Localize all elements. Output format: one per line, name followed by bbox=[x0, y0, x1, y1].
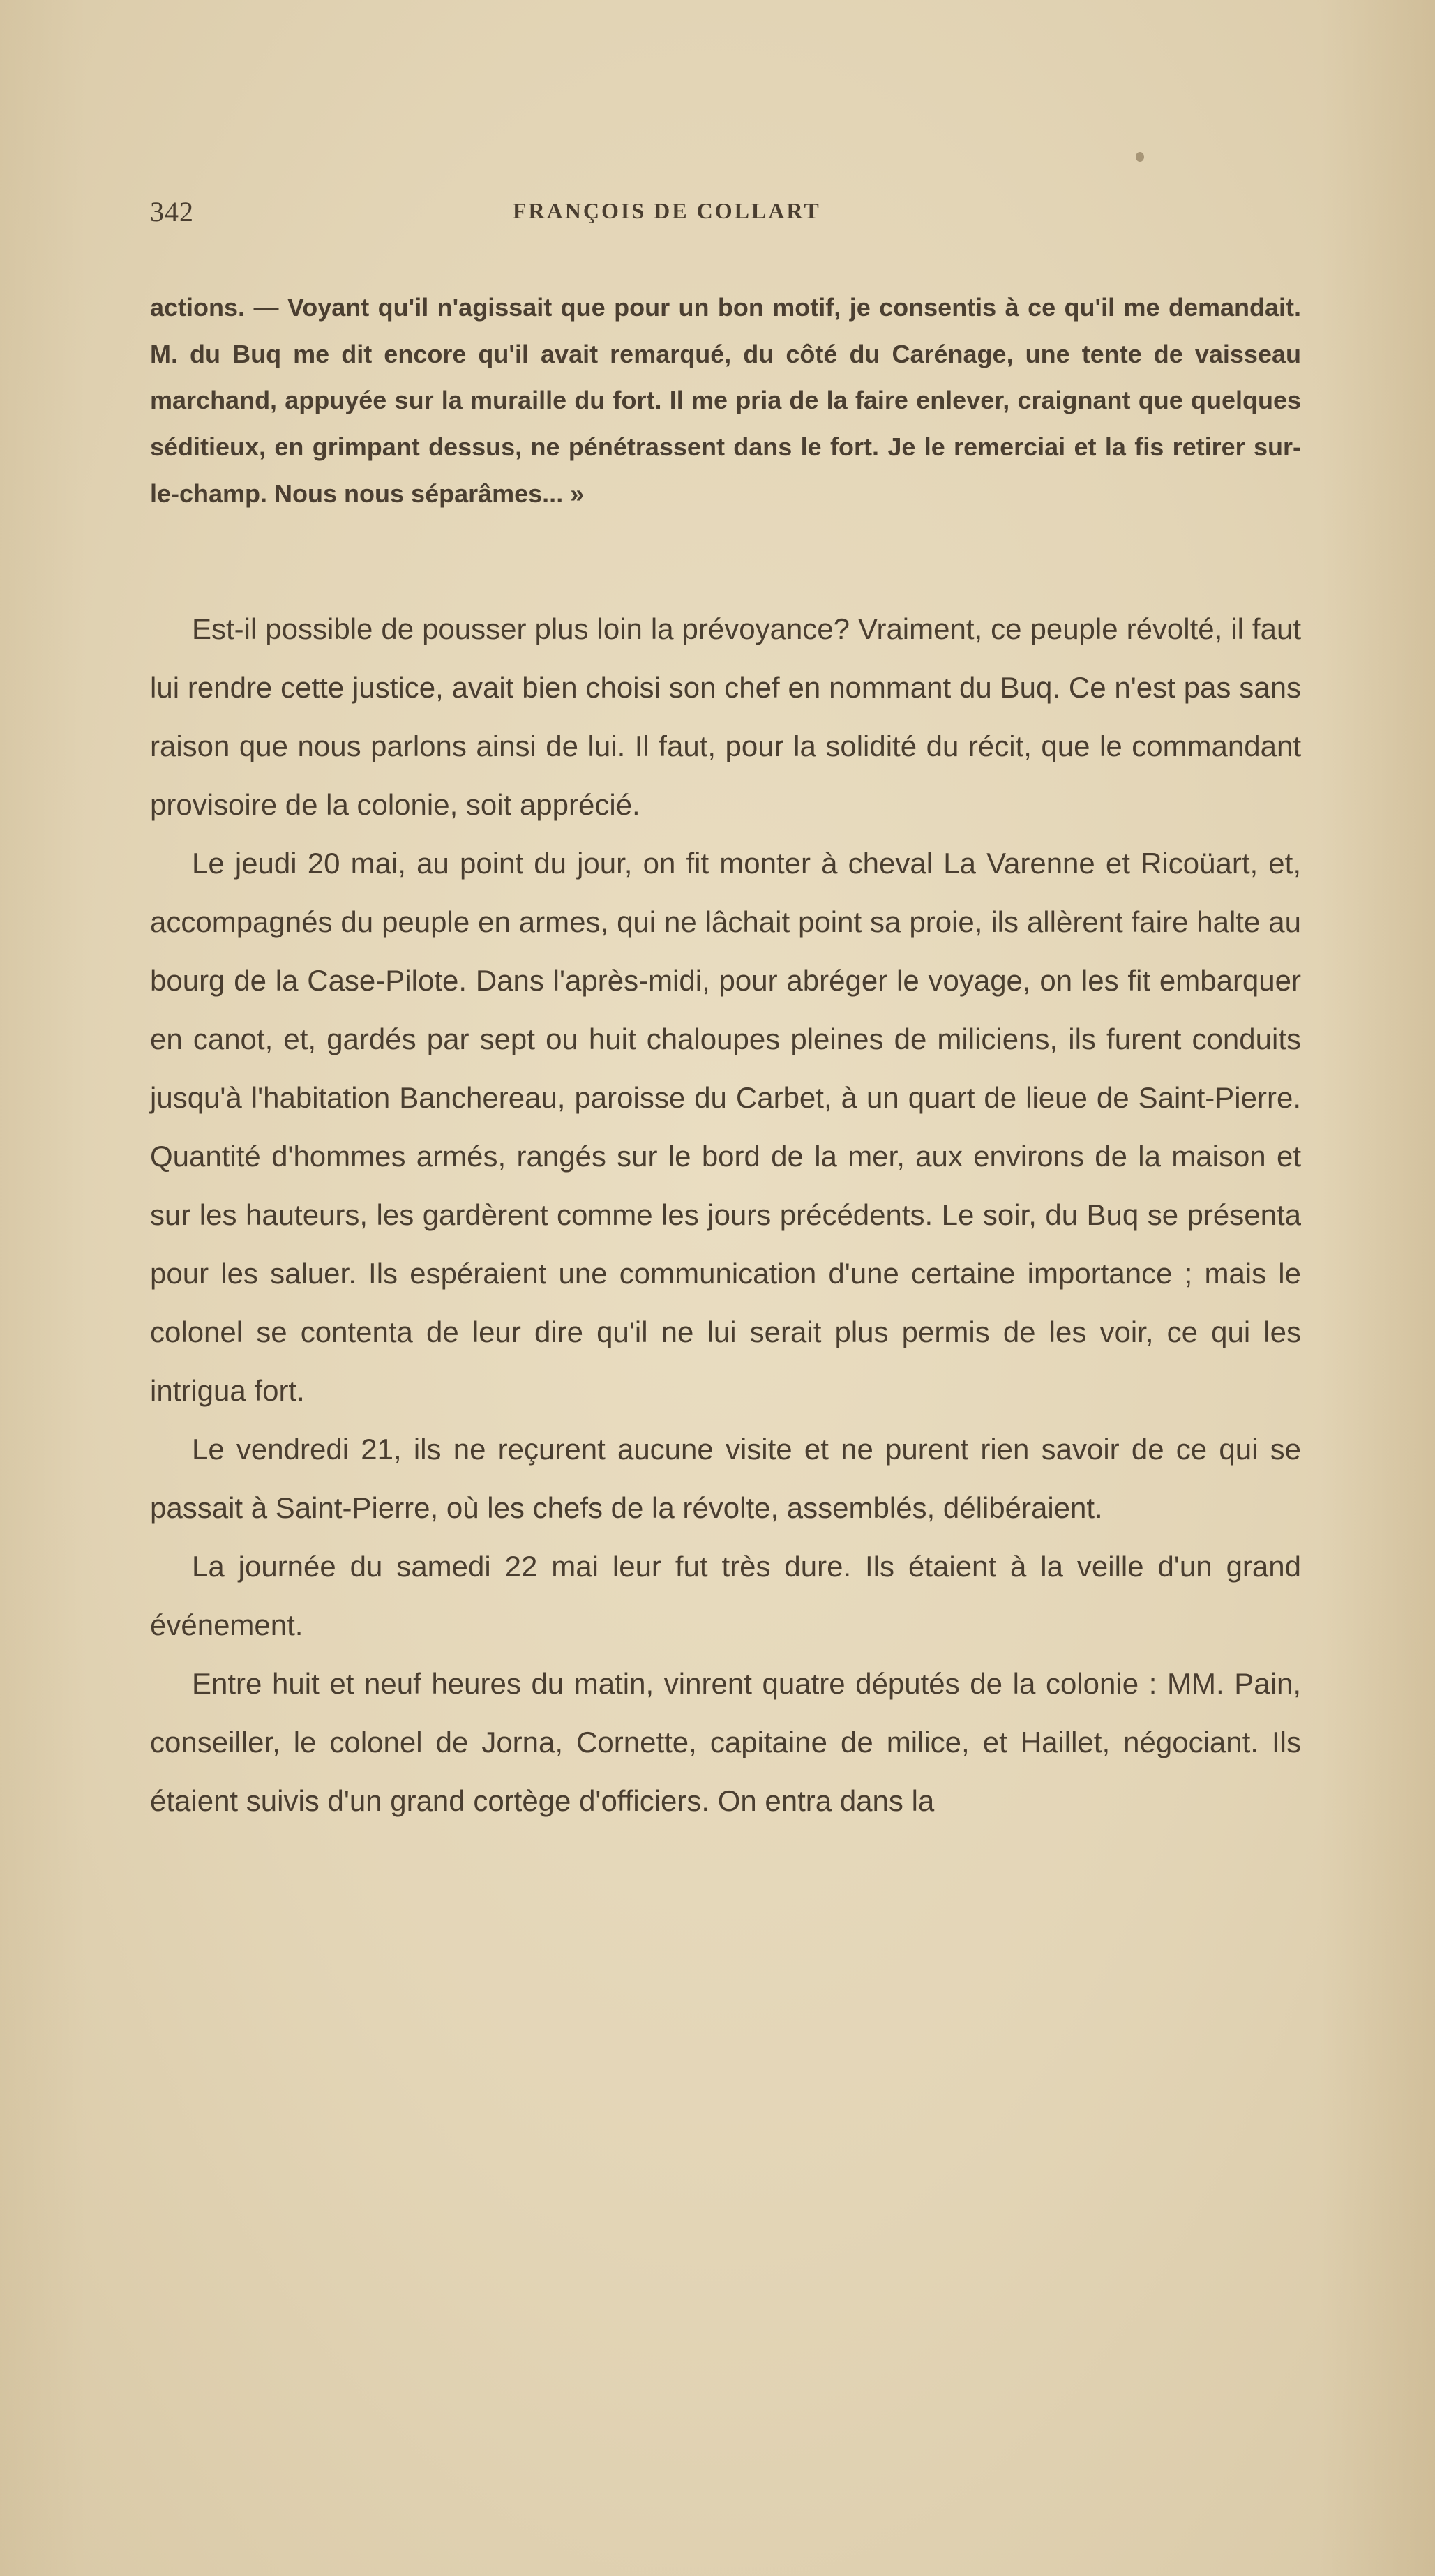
body-text bbox=[150, 600, 1301, 1830]
page-header bbox=[150, 195, 1301, 230]
paragraph: Est-il possible de pousser plus loin la prévoyance? Vraiment, ce peuple révolté, il faut lui rendre cette justice, avait bien choisi son chef en nommant du Buq. Ce n'est pas sans raison que nous parlons ainsi de lui. Il faut, pour la solidité du récit, que le commandant provisoire de la colonie, soit apprécié. bbox=[150, 612, 1301, 821]
ink-speck bbox=[1136, 152, 1144, 162]
running-title: FRANÇOIS DE COLLART bbox=[513, 198, 821, 223]
page-number: 342 bbox=[150, 196, 194, 227]
paragraph: Le vendredi 21, ils ne reçurent aucune visite et ne purent rien savoir de ce qui se passait à Saint-Pierre, où les chefs de la révolte, assemblés, délibéraient. bbox=[150, 1433, 1301, 1524]
paragraph: Le jeudi 20 mai, au point du jour, on fit monter à cheval La Varenne et Ricoüart, et, accompagnés du peuple en armes, qui ne lâchait point sa proie, ils allèrent faire halte au bourg de la Case-Pilote. Dans l'après-midi, pour abréger le voyage, on les fit embarquer en canot, et, gardés par sept ou huit chaloupes pleines de miliciens, ils furent conduits jusqu'à l'habitation Banchereau, paroisse du Carbet, à un quart de lieue de Saint-Pierre. Quantité d'hommes armés, rangés sur le bord de la mer, aux environs de la maison et sur les hauteurs, les gardèrent comme les jours précédents. Le soir, du Buq se présenta pour les saluer. Ils espéraient une communication d'une certaine importance ; mais le colonel se contenta de leur dire qu'il ne lui serait plus permis de les voir, ce qui les intrigua fort. bbox=[150, 847, 1301, 1407]
paragraph: Entre huit et neuf heures du matin, vinrent quatre députés de la colonie : MM. Pain, conseiller, le colonel de Jorna, Cornette, capitaine de milice, et Haillet, négociant. Ils étaient suivis d'un grand cortège d'officiers. On entra dans la bbox=[150, 1667, 1301, 1817]
quoted-letter-paragraph: actions. — Voyant qu'il n'agissait que pour un bon motif, je consentis à ce qu'il me demandait. M. du Buq me dit encore qu'il avait remarqué, du côté du Carénage, une tente de vaisseau marchand, appuyée sur la muraille du fort. Il me pria de la faire enlever, craignant que quelques séditieux, en grimpant dessus, ne pénétrassent dans le fort. Je le remerciai et la fis retirer sur-le-champ. Nous nous séparâmes... » bbox=[150, 293, 1301, 508]
paragraph: La journée du samedi 22 mai leur fut très dure. Ils étaient à la veille d'un grand événement. bbox=[150, 1550, 1301, 1641]
